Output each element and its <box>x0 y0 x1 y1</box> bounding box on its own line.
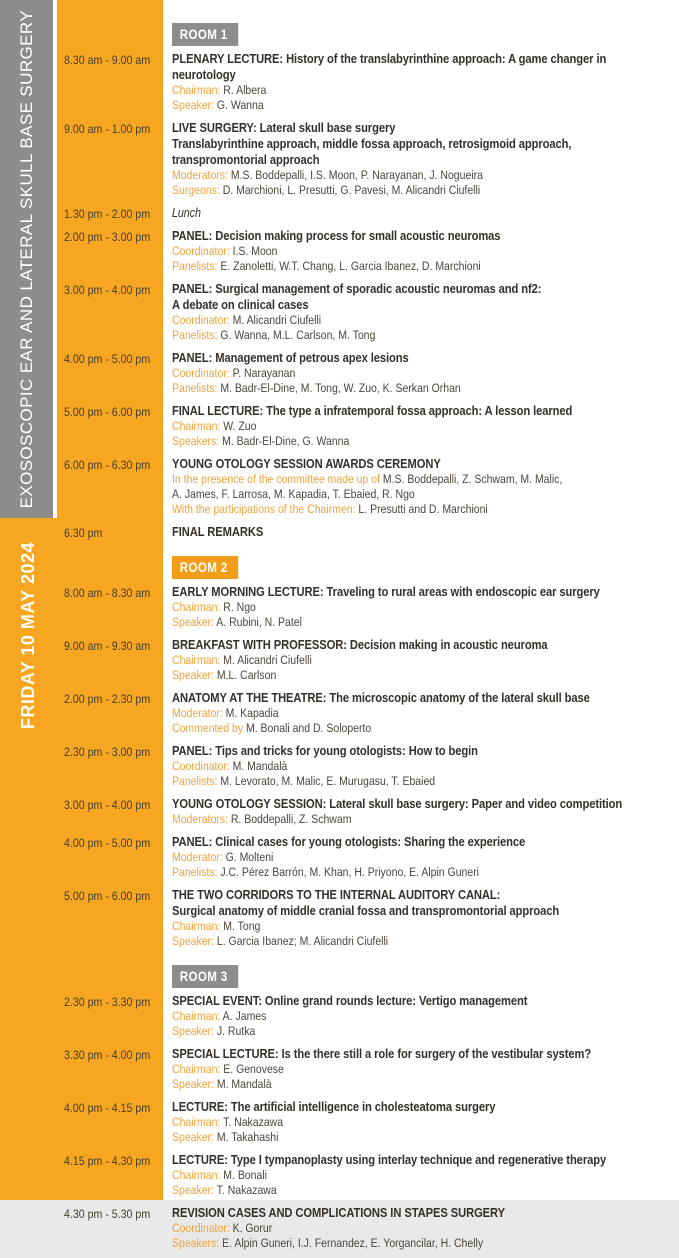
room-header-row <box>0 965 679 988</box>
session-title-line: PANEL: Clinical cases for young otologists: Sharing the experience <box>172 834 526 849</box>
session-meta-line: Coordinator: P. Narayanan <box>172 366 296 380</box>
meta-role-label: Coordinator: <box>172 366 233 380</box>
session-meta-line: Chairman: M. Alicandri Ciufelli <box>172 653 312 667</box>
date-vertical-text: FRIDAY 10 MAY 2024 <box>18 541 38 730</box>
session-meta-line: Speakers: E. Alpin Guneri, I.J. Fernandez, E. Yorgancilar, H. Chelly <box>172 1236 484 1250</box>
session-body <box>172 456 671 517</box>
session-meta-line: Speaker: G. Wanna <box>172 98 264 112</box>
session-row <box>0 1099 679 1152</box>
session-meta-line: Moderators: R. Boddepalli, Z. Schwam <box>172 812 352 826</box>
meta-role-label: Speaker: <box>172 1183 217 1197</box>
session-meta-line: In the presence of the committee made up of M.S. Boddepalli, Z. Schwam, M. Malic, <box>172 472 563 486</box>
session-body <box>172 690 671 736</box>
session-title-line: BREAKFAST WITH PROFESSOR: Decision making in acoustic neuroma <box>172 637 548 652</box>
session-meta-line: Panelists: M. Badr-El-Dine, M. Tong, W. Zuo, K. Serkan Orhan <box>172 381 461 395</box>
session-body <box>172 228 671 274</box>
meta-role-label: Chairman: <box>172 1009 223 1023</box>
session-row <box>0 205 679 228</box>
session-body <box>172 637 671 683</box>
meta-role-label: Chairman: <box>172 600 224 614</box>
session-title-line: YOUNG OTOLOGY SESSION AWARDS CEREMONY <box>172 456 441 471</box>
session-title-line: FINAL REMARKS <box>172 524 264 539</box>
room-header-row <box>0 23 679 46</box>
session-row <box>0 403 679 456</box>
meta-role-label: Surgeons: <box>172 183 223 197</box>
meta-role-label: Moderator: <box>172 850 226 864</box>
session-time: 2.00 pm - 2.30 pm <box>64 692 151 706</box>
session-time: 5.00 pm - 6.00 pm <box>64 405 151 419</box>
session-title-line: Lunch <box>172 206 201 220</box>
session-time: 9.00 am - 9.30 am <box>64 639 151 653</box>
meta-role-label: Commented by <box>172 721 246 735</box>
session-body <box>172 51 671 113</box>
session-row <box>0 1046 679 1099</box>
meta-role-label: Chairman: <box>172 1062 224 1076</box>
room-header-body <box>172 23 671 46</box>
meta-role-label: Coordinator: <box>172 244 233 258</box>
session-title-line: REVISION CASES AND COMPLICATIONS IN STAPES SURGERY <box>172 1205 506 1220</box>
session-body <box>172 834 671 880</box>
session-meta-line: Moderators: M.S. Boddepalli, I.S. Moon, P. Narayanan, J. Nogueira <box>172 168 483 182</box>
meta-role-label: Panelists: <box>172 259 221 273</box>
session-time: 5.00 pm - 6.00 pm <box>64 889 151 903</box>
meta-role-label: Moderators: <box>172 168 231 182</box>
meta-role-label: Chairman: <box>172 83 224 97</box>
session-meta-line: Moderator: G. Molteni <box>172 850 274 864</box>
session-time: 9.00 am - 1.00 pm <box>64 122 151 136</box>
session-meta-line: Coordinator: K. Gorur <box>172 1221 273 1235</box>
session-row <box>0 690 679 743</box>
session-time: 4.00 pm - 5.00 pm <box>64 352 151 366</box>
session-title-line: THE TWO CORRIDORS TO THE INTERNAL AUDITORY CANAL: <box>172 887 501 902</box>
meta-role-label: Speaker: <box>172 1024 217 1038</box>
session-body <box>172 796 671 827</box>
session-time: 2.30 pm - 3.00 pm <box>64 745 151 759</box>
session-time: 3.30 pm - 4.00 pm <box>64 1048 151 1062</box>
session-meta-line: Panelists: J.C. Pérez Barrón, M. Khan, H. Priyono, E. Alpin Guneri <box>172 865 480 879</box>
session-title-line: A debate on clinical cases <box>172 297 309 312</box>
session-body <box>172 1099 671 1145</box>
session-meta-line: Panelists: G. Wanna, M.L. Carlson, M. Tong <box>172 328 376 342</box>
session-body <box>172 524 671 540</box>
session-row <box>0 524 679 547</box>
session-title-line: ANATOMY AT THE THEATRE: The microscopic anatomy of the lateral skull base <box>172 690 590 705</box>
event-title-vertical-text: EXOSOSCOPIC EAR AND LATERAL SKULL BASE SURGERY <box>16 9 36 509</box>
session-meta-line: Chairman: M. Bonali <box>172 1168 267 1182</box>
meta-role-label: Panelists: <box>172 381 221 395</box>
session-meta-line: Chairman: R. Albera <box>172 83 267 97</box>
meta-role-label: Speaker: <box>172 1130 217 1144</box>
meta-role-label: Moderators: <box>172 812 231 826</box>
session-body <box>172 743 671 789</box>
session-title-line: FINAL LECTURE: The type a infratemporal fossa approach: A lesson learned <box>172 403 573 418</box>
session-title-line: LIVE SURGERY: Lateral skull base surgery <box>172 120 396 135</box>
session-time: 4.00 pm - 4.15 pm <box>64 1101 151 1115</box>
meta-role-label: Speaker: <box>172 615 217 629</box>
meta-role-label: Speaker: <box>172 934 217 948</box>
session-row <box>0 584 679 637</box>
session-time: 8.00 am - 8.30 am <box>64 586 151 600</box>
session-meta-line: With the participations of the Chairmen: L. Presutti and D. Marchioni <box>172 502 488 516</box>
session-meta-line: Speakers: M. Badr-El-Dine, G. Wanna <box>172 434 350 448</box>
meta-role-label: Speaker: <box>172 98 217 112</box>
session-title-line: YOUNG OTOLOGY SESSION: Lateral skull base surgery: Paper and video competition <box>172 796 623 811</box>
session-body <box>172 584 671 630</box>
meta-role-label: Panelists: <box>172 865 221 879</box>
session-row <box>0 743 679 796</box>
session-row <box>0 456 679 524</box>
session-meta-line: Chairman: M. Tong <box>172 919 261 933</box>
session-meta-line: Speaker: L. Garcia Ibanez; M. Alicandri Ciufelli <box>172 934 389 948</box>
meta-role-label: Moderator: <box>172 706 226 720</box>
session-meta-line: A. James, F. Larrosa, M. Kapadia, T. Ebaied, R. Ngo <box>172 487 415 501</box>
session-meta-line: Coordinator: I.S. Moon <box>172 244 278 258</box>
time-cell-empty <box>64 23 161 25</box>
session-meta-line: Commented by M. Bonali and D. Soloperto <box>172 721 372 735</box>
room-header-row <box>0 556 679 579</box>
session-row <box>0 993 679 1046</box>
room-badge: ROOM 2 <box>172 556 238 579</box>
session-time: 6.00 pm - 6.30 pm <box>64 458 151 472</box>
session-time: 2.00 pm - 3.00 pm <box>64 230 151 244</box>
session-body <box>172 403 671 449</box>
session-row <box>0 796 679 834</box>
room-badge: ROOM 3 <box>172 965 238 988</box>
schedule-rows <box>0 14 679 1258</box>
session-meta-line: Moderator: M. Kapadia <box>172 706 279 720</box>
session-body <box>172 1152 671 1198</box>
session-body <box>172 1046 671 1092</box>
session-time: 8.30 am - 9.00 am <box>64 53 151 67</box>
session-title-line: PANEL: Management of petrous apex lesions <box>172 350 409 365</box>
session-row <box>0 1152 679 1205</box>
meta-role-label: Coordinator: <box>172 313 233 327</box>
room-header-body <box>172 556 671 579</box>
session-time: 2.30 pm - 3.30 pm <box>64 995 151 1009</box>
session-meta-line: Speaker: M. Takahashi <box>172 1130 279 1144</box>
session-meta-line: Coordinator: M. Alicandri Ciufelli <box>172 313 322 327</box>
session-time: 6.30 pm <box>64 526 103 540</box>
time-cell-empty <box>64 556 161 558</box>
meta-role-label: With the participations of the Chairmen: <box>172 502 359 516</box>
meta-role-label: Chairman: <box>172 1115 224 1129</box>
meta-role-label: In the presence of the committee made up of <box>172 472 383 486</box>
session-row <box>0 887 679 956</box>
session-title-line: EARLY MORNING LECTURE: Traveling to rural areas with endoscopic ear surgery <box>172 584 600 599</box>
session-time: 3.00 pm - 4.00 pm <box>64 283 151 297</box>
session-meta-line: Coordinator: M. Mandalà <box>172 759 288 773</box>
meta-role-label: Speaker: <box>172 668 217 682</box>
session-row <box>0 350 679 403</box>
session-time: 4.15 pm - 4.30 pm <box>64 1154 151 1168</box>
session-body <box>172 887 671 949</box>
session-row <box>0 228 679 281</box>
session-title-line: LECTURE: Type I tympanoplasty using interlay technique and regenerative therapy <box>172 1152 607 1167</box>
session-meta-line: Speaker: J. Rutka <box>172 1024 256 1038</box>
meta-role-label: Chairman: <box>172 1168 224 1182</box>
session-row <box>0 637 679 690</box>
session-body <box>172 281 671 343</box>
session-title-line: PLENARY LECTURE: History of the translabyrinthine approach: A game changer in neurotology <box>172 51 607 82</box>
session-body <box>172 993 671 1039</box>
meta-role-label: Panelists: <box>172 774 221 788</box>
session-title-line: PANEL: Tips and tricks for young otologists: How to begin <box>172 743 478 758</box>
session-title-line: SPECIAL LECTURE: Is the there still a role for surgery of the vestibular system? <box>172 1046 592 1061</box>
meta-role-label: Panelists: <box>172 328 221 342</box>
session-title-line: transpromontorial approach <box>172 152 320 167</box>
session-meta-line: Speaker: T. Nakazawa <box>172 1183 277 1197</box>
session-body <box>172 350 671 396</box>
session-meta-line: Chairman: T. Nakazawa <box>172 1115 284 1129</box>
meta-role-label: Speaker: <box>172 1077 217 1091</box>
room-badge: ROOM 1 <box>172 23 238 46</box>
session-body <box>172 120 671 198</box>
session-meta-line: Panelists: E. Zanoletti, W.T. Chang, L. Garcia Ibanez, D. Marchioni <box>172 259 481 273</box>
session-meta-line: Chairman: A. James <box>172 1009 267 1023</box>
session-meta-line: Chairman: W. Zuo <box>172 419 257 433</box>
room-header-body <box>172 965 671 988</box>
time-cell-empty <box>64 965 161 967</box>
meta-role-label: Chairman: <box>172 419 224 433</box>
session-time: 4.00 pm - 5.00 pm <box>64 836 151 850</box>
session-body <box>172 1205 671 1251</box>
session-meta-line: Surgeons: D. Marchioni, L. Presutti, G. Pavesi, M. Alicandri Ciufelli <box>172 183 481 197</box>
session-title-line: Surgical anatomy of middle cranial fossa and transpromontorial approach <box>172 903 560 918</box>
meta-role-label: Chairman: <box>172 653 224 667</box>
session-row <box>0 120 679 205</box>
meta-role-label: Speakers: <box>172 434 223 448</box>
session-body <box>172 205 671 221</box>
session-meta-line: Panelists: M. Levorato, M. Malic, E. Murugasu, T. Ebaied <box>172 774 436 788</box>
session-time: 3.00 pm - 4.00 pm <box>64 798 151 812</box>
session-row <box>0 1205 679 1258</box>
session-title-line: SPECIAL EVENT: Online grand rounds lecture: Vertigo management <box>172 993 528 1008</box>
session-meta-line: Chairman: E. Genovese <box>172 1062 284 1076</box>
meta-role-label: Coordinator: <box>172 1221 233 1235</box>
session-title-line: PANEL: Surgical management of sporadic acoustic neuromas and nf2: <box>172 281 542 296</box>
session-meta-line: Chairman: R. Ngo <box>172 600 256 614</box>
session-row <box>0 834 679 887</box>
meta-role-label: Coordinator: <box>172 759 233 773</box>
meta-role-label: Chairman: <box>172 919 224 933</box>
meta-role-label: Speakers: <box>172 1236 223 1250</box>
session-meta-line: Speaker: M.L. Carlson <box>172 668 277 682</box>
session-meta-line: Speaker: A. Rubini, N. Patel <box>172 615 302 629</box>
session-time: 4.30 pm - 5.30 pm <box>64 1207 151 1221</box>
session-meta-line: Speaker: M. Mandalà <box>172 1077 272 1091</box>
session-row <box>0 281 679 350</box>
session-title-line: LECTURE: The artificial intelligence in cholesteatoma surgery <box>172 1099 496 1114</box>
session-title-line: Translabyrinthine approach, middle fossa approach, retrosigmoid approach, <box>172 136 572 151</box>
session-time: 1.30 pm - 2.00 pm <box>64 207 151 221</box>
session-row <box>0 51 679 120</box>
session-title-line: PANEL: Decision making process for small acoustic neuromas <box>172 228 501 243</box>
